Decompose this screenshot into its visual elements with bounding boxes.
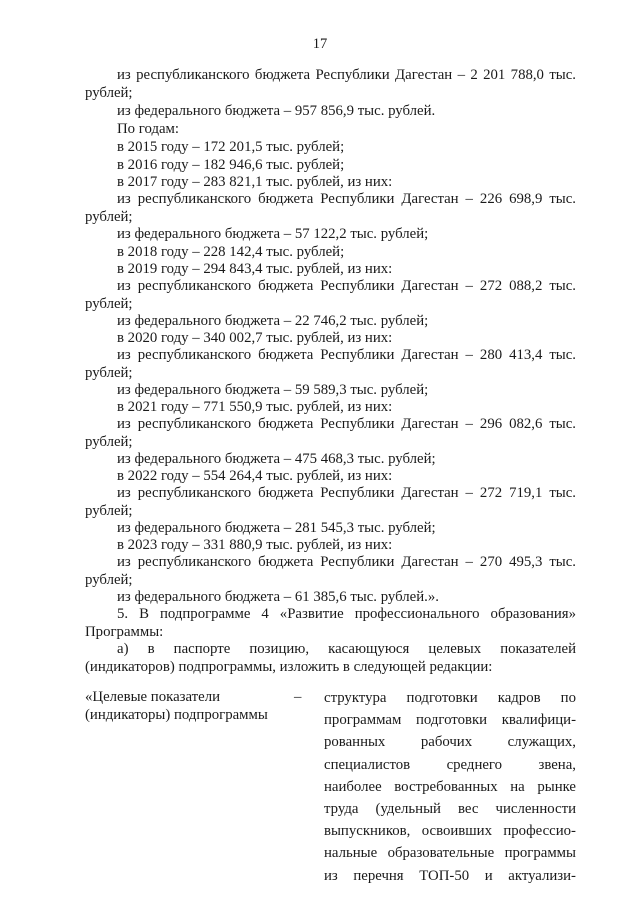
paragraph-line: Программы: (85, 624, 164, 640)
text-line: в 2018 году – 228 142,4 тыс. рублей; (117, 244, 345, 260)
table-label-line: (индикаторы) подпрограммы (85, 707, 268, 723)
text-line: рублей; (85, 296, 133, 312)
text-line: из федерального бюджета – 281 545,3 тыс. рублей; (117, 520, 436, 536)
text-line: из федерального бюджета – 59 589,3 тыс. рублей; (117, 382, 429, 398)
text-line: из республиканского бюджета Республики Дагестан – 270 495,3 тыс. (117, 554, 576, 570)
table-value-line: специалистов среднего звена, (324, 756, 576, 773)
text-line: из республиканского бюджета Республики Дагестан – 2 201 788,0 тыс. (117, 67, 576, 83)
text-line: в 2017 году – 283 821,1 тыс. рублей, из них: (117, 174, 393, 190)
paragraph-line: (индикаторов) подпрограммы, изложить в следующей редакции: (85, 659, 493, 675)
table-value-line: выпускников, освоивших профессио- (324, 823, 576, 840)
text-line: из республиканского бюджета Республики Дагестан – 280 413,4 тыс. (117, 347, 576, 363)
text-line: в 2016 году – 182 946,6 тыс. рублей; (117, 157, 345, 173)
text-line: из федерального бюджета – 57 122,2 тыс. рублей; (117, 226, 429, 242)
table-value-line: программам подготовки квалифици- (324, 712, 576, 729)
text-line: рублей; (85, 365, 133, 381)
text-line: в 2015 году – 172 201,5 тыс. рублей; (117, 139, 345, 155)
text-line: По годам: (117, 121, 180, 137)
table-label-line: «Целевые показатели (85, 689, 221, 705)
text-line: рублей; (85, 503, 133, 519)
table-value-cell (324, 687, 576, 887)
text-line: из федерального бюджета – 475 468,3 тыс. рублей; (117, 451, 436, 467)
table-value-line: из перечня ТОП-50 и актуализи- (324, 867, 576, 884)
text-line: из республиканского бюджета Республики Дагестан – 296 082,6 тыс. (117, 416, 576, 432)
table-dash: – (294, 689, 302, 705)
text-line: в 2023 году – 331 880,9 тыс. рублей, из них: (117, 537, 393, 553)
text-line: рублей; (85, 434, 133, 450)
table-value-line: нальные образовательные программы (324, 845, 576, 862)
paragraph-line: 5. В подпрограмме 4 «Развитие профессионального образования» (117, 606, 576, 622)
text-line: из республиканского бюджета Республики Дагестан – 272 719,1 тыс. (117, 485, 576, 501)
text-line: из федерального бюджета – 22 746,2 тыс. рублей; (117, 313, 429, 329)
text-line: из республиканского бюджета Республики Дагестан – 226 698,9 тыс. (117, 191, 576, 207)
table-value-line: наиболее востребованных на рынке (324, 778, 576, 795)
text-line: из республиканского бюджета Республики Дагестан – 272 088,2 тыс. (117, 278, 576, 294)
text-line: рублей; (85, 209, 133, 225)
text-line: в 2020 году – 340 002,7 тыс. рублей, из них: (117, 330, 393, 346)
page-number: 17 (312, 36, 328, 52)
text-line: в 2021 году – 771 550,9 тыс. рублей, из них: (117, 399, 393, 415)
text-line: из федерального бюджета – 61 385,6 тыс. рублей.». (117, 589, 439, 605)
table-value-line: труда (удельный вес численности (324, 800, 576, 817)
text-line: рублей; (85, 572, 133, 588)
text-line: в 2019 году – 294 843,4 тыс. рублей, из них: (117, 261, 393, 277)
text-line: из федерального бюджета – 957 856,9 тыс. рублей. (117, 103, 436, 119)
text-line: рублей; (85, 85, 133, 101)
text-line: в 2022 году – 554 264,4 тыс. рублей, из них: (117, 468, 393, 484)
paragraph-line: а) в паспорте позицию, касающуюся целевых показателей (117, 641, 576, 657)
table-value-line: структура подготовки кадров по (324, 690, 576, 706)
table-value-line: рованных рабочих служащих, (324, 734, 576, 751)
